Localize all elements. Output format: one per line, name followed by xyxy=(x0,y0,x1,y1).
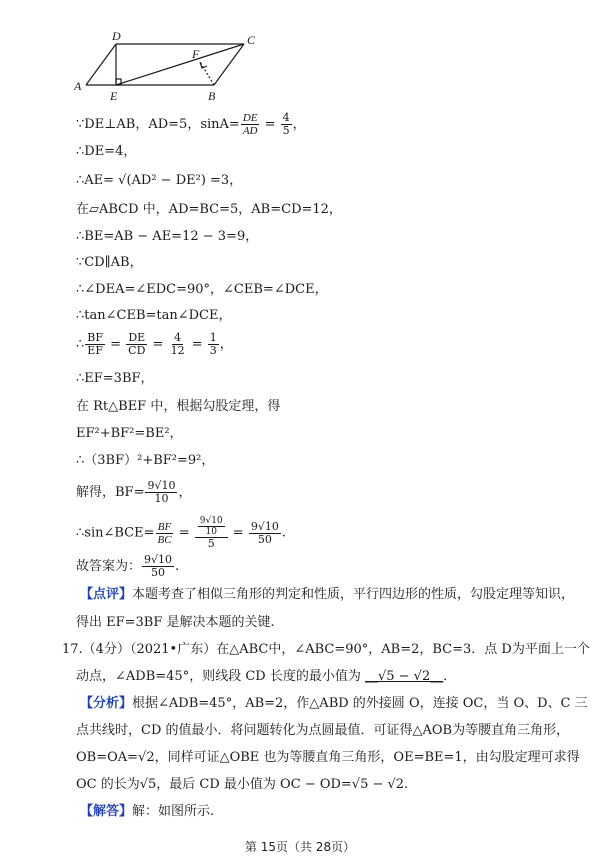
analysis-line-2: 点共线时，CD 的值最小．将问题转化为点圆最值．可证得△AOB为等腰直角三角形， xyxy=(76,723,570,738)
solution-line-14: 解得，BF= $\frac{9√10}{10}$ ， xyxy=(76,479,192,505)
solution-line-8: ∴tan∠CEB=tan∠DCE， xyxy=(76,308,232,323)
label-D: D xyxy=(112,29,121,43)
solution-line-12: EF²+BF²=BE²， xyxy=(76,426,183,441)
label-E: E xyxy=(110,89,118,103)
solution-line-10: ∴EF=3BF， xyxy=(76,371,154,386)
solution-line-1: ∵DE⊥AB，AD=5，sinA= $\frac{DE}{AD}$ = $\frac{4}{5}$ ， xyxy=(76,111,306,137)
review-tag: 【点评】 xyxy=(80,587,133,602)
label-F: F xyxy=(192,47,200,61)
label-B: B xyxy=(208,89,216,103)
review-line-2: 得出 EF=3BF 是解决本题的关键. xyxy=(76,615,275,630)
solution-line-9: ∴ $\frac{BF}{EF}$ = $\frac{DE}{CD}$ = $\frac{4}{12}$ = $\frac{1}{3}$ ， xyxy=(76,331,233,357)
answer-blank: __√5 − √2__ xyxy=(364,669,444,684)
analysis-line-3: OB=OA=√2，同样可证△OBE 也为等腰直角三角形，OE=BE=1，由勾股定理可求得 xyxy=(76,750,580,765)
fraction: $\frac{4}{5}$ xyxy=(282,111,290,137)
solution-line-15: ∴sin∠BCE= $\frac{BF}{BC}$ = $\frac{\frac{9√10}{10}}{5}$ = $\frac{9√10}{50}$ . xyxy=(76,516,286,550)
solution-line-3: ∴AE= √(AD² − DE²) =3， xyxy=(76,173,243,188)
solution-line-11: 在 Rt△BEF 中，根据勾股定理，得 xyxy=(76,399,281,414)
analysis-line-1: 【分析】根据∠ADB=45°，AB=2，作△ABD 的外接圆 O，连接 OC，当 O、D、C 三 xyxy=(80,696,588,711)
parallelogram-figure xyxy=(72,28,272,104)
answer-line: 【解答】解：如图所示. xyxy=(80,804,215,819)
solution-line-4: 在▱ABCD 中，AD=BC=5，AB=CD=12， xyxy=(76,202,342,217)
analysis-tag: 【分析】 xyxy=(80,696,133,711)
solution-line-2: ∴DE=4， xyxy=(76,144,137,159)
solution-line-16: 故答案为： $\frac{9√10}{50}$ . xyxy=(76,553,180,579)
solution-line-6: ∵CD∥AB， xyxy=(76,255,143,270)
label-A: A xyxy=(74,79,82,93)
analysis-line-4: OC 的长为√5，最后 CD 最小值为 OC − OD=√5 − √2. xyxy=(76,777,409,792)
problem-17-line-2: 动点，∠ADB=45°，则线段 CD 长度的最小值为 __√5 − √2__． xyxy=(76,669,457,684)
solution-line-13: ∴（3BF）²+BF²=9²， xyxy=(76,453,215,468)
solution-line-7: ∴∠DEA=∠EDC=90°，∠CEB=∠DCE， xyxy=(76,282,328,297)
page-number: 第 15页（共 28页） xyxy=(244,840,356,854)
problem-17-line-1: 17.（4分）（2021•广东）在△ABC中，∠ABC=90°，AB=2，BC=3．点 D为平面上一个 xyxy=(62,642,590,657)
answer-tag: 【解答】 xyxy=(80,804,133,819)
review-line-1: 【点评】本题考查了相似三角形的判定和性质，平行四边形的性质，勾股定理等知识， xyxy=(80,587,575,602)
label-C: C xyxy=(247,33,256,47)
fraction: $\frac{DE}{AD}$ xyxy=(242,112,258,137)
solution-line-5: ∴BE=AB − AE=12 − 3=9， xyxy=(76,229,259,244)
